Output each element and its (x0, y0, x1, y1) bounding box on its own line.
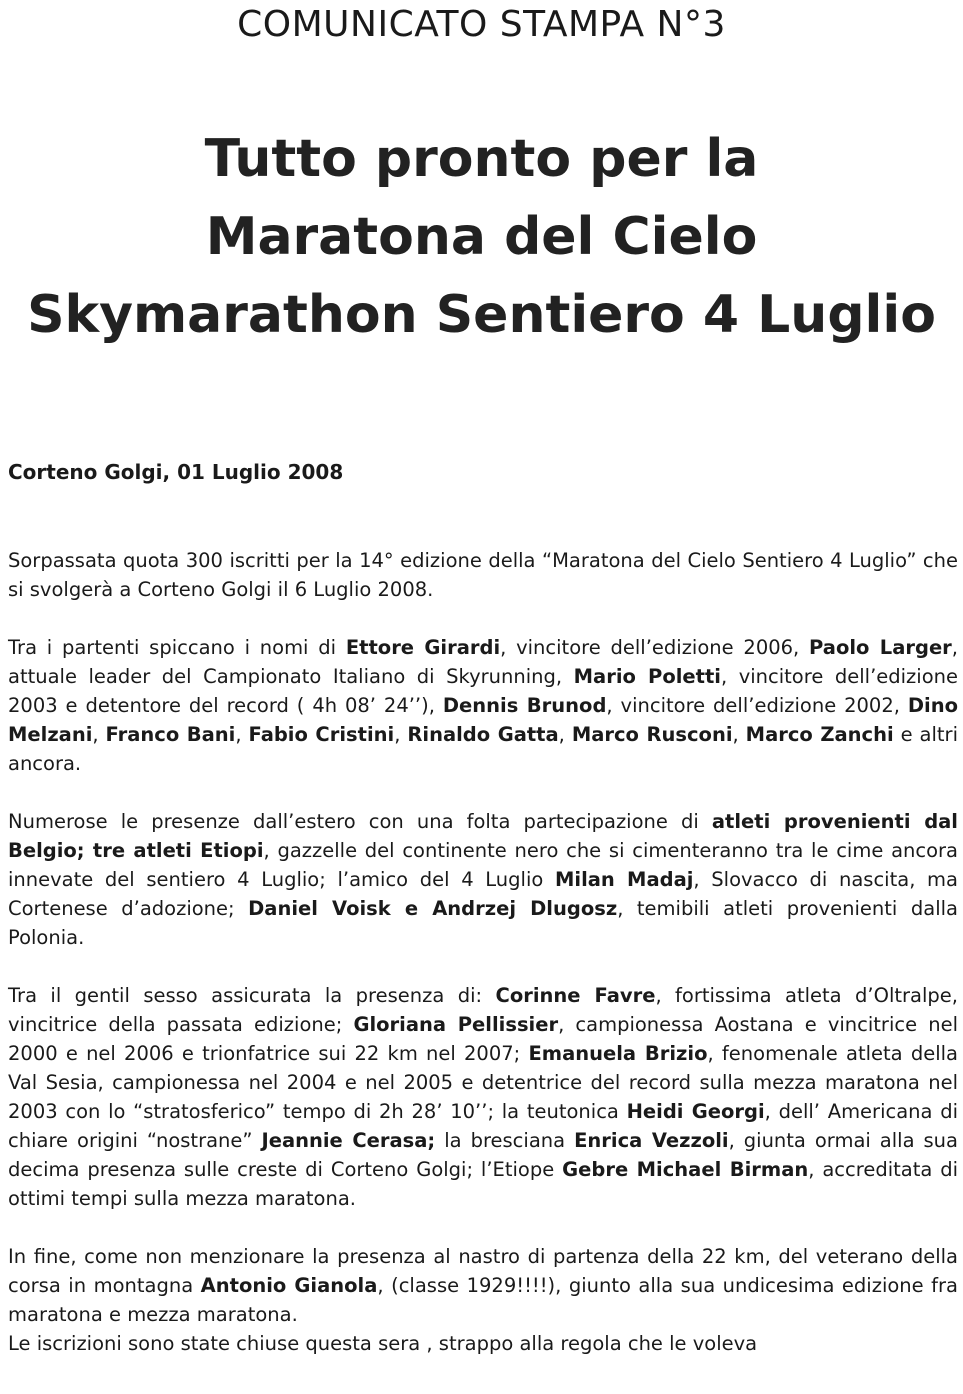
athlete-name: Gloriana Pellissier (353, 1013, 559, 1036)
article-body (8, 546, 958, 1358)
text-run: , accreditata di ottimi tempi sulla mezza maratona. (8, 1158, 959, 1210)
dateline: Corteno Golgi, 01 Luglio 2008 (8, 460, 344, 484)
text-run: Le iscrizioni sono state chiuse questa sera , strappo alla regola che le voleva (8, 1332, 758, 1355)
press-release-number: COMUNICATO STAMPA N°3 (237, 4, 726, 45)
athlete-name: Mario Poletti (573, 665, 721, 688)
athlete-name: Heidi Georgi (626, 1100, 765, 1123)
paragraph-women-athletes (8, 981, 958, 1213)
athlete-name: Milan Madaj (554, 868, 694, 891)
text-run: , attuale leader del Campionato Italiano di Skyrunning, (8, 636, 958, 688)
text-run: , gazzelle del continente nero che si cimenteranno tra le cime ancora innevate del sentiero 4 Luglio; l’amico del 4 Luglio (8, 839, 958, 891)
text-run: , (92, 723, 106, 746)
text-run: Numerose le presenze dall’estero con una folta partecipazione di (8, 810, 712, 833)
headline (0, 120, 963, 354)
text-run: Sorpassata quota 300 iscritti per la 14° edizione della “Maratona del Cielo Sentiero 4 Luglio” che si svolgerà a Corteno Golgi il 6 Luglio 2008. (8, 549, 958, 601)
paragraph-foreign-athletes (8, 807, 958, 952)
athlete-name: Marco Zanchi (745, 723, 894, 746)
athlete-name: Daniel Voisk e Andrzej Dlugosz (248, 897, 618, 920)
text-run: , giunta ormai alla sua decima presenza sulle creste di Corteno Golgi; l’Etiope (8, 1129, 958, 1181)
text-run: , fenomenale atleta della Val Sesia, campionessa nel 2004 e nel 2005 e detentrice del record sulla mezza maratona nel 2003 con lo “stratosferico” tempo di 2h 28’ 10’’; la teutonica (8, 1042, 958, 1123)
text-run: , (235, 723, 249, 746)
text-run: , vincitore dell’edizione 2006, (500, 636, 810, 659)
text-run: , dell’ Americana di chiare origini “nostrane” (8, 1100, 958, 1152)
text-run: , (732, 723, 746, 746)
athlete-name: Antonio Gianola (200, 1274, 378, 1297)
text-run: In fine, come non menzionare la presenza al nastro di partenza della 22 km, del veterano della corsa in montagna (8, 1245, 958, 1297)
headline-line-2: Maratona del Cielo (205, 207, 758, 267)
text-run: , campionessa Aostana e vincitrice nel 2000 e nel 2006 e trionfatrice sui 22 km nel 2007; (8, 1013, 958, 1065)
athlete-name: Paolo Larger (809, 636, 952, 659)
text-run: , temibili atleti provenienti dalla Polonia. (8, 897, 958, 949)
athlete-name: Emanuela Brizio (528, 1042, 708, 1065)
text-run: , vincitore dell’edizione 2002, (606, 694, 908, 717)
text-run: , vincitore dell’edizione 2003 e detentore del record ( 4h 08’ 24’’), (8, 665, 959, 717)
text-run: , Slovacco di nascita, ma Cortenese d’adozione; (8, 868, 959, 920)
text-run: Tra i partenti spiccano i nomi di (8, 636, 346, 659)
athlete-name: Gebre Michael Birman (562, 1158, 809, 1181)
athlete-name: Enrica Vezzoli (574, 1129, 729, 1152)
text-run: , fortissima atleta d’Oltralpe, vincitrice della passata edizione; (8, 984, 958, 1036)
athlete-name: Franco Bani (105, 723, 236, 746)
athlete-name: Ettore Girardi (345, 636, 501, 659)
athlete-name: Corinne Favre (495, 984, 656, 1007)
text-run: e altri ancora. (8, 723, 958, 775)
paragraph-registrations-closed (8, 1329, 958, 1358)
text-run: Tra il gentil sesso assicurata la presenza di: (8, 984, 496, 1007)
headline-line-1: Tutto pronto per la (204, 129, 759, 189)
athlete-name: Marco Rusconi (571, 723, 733, 746)
athlete-name: Rinaldo Gatta (407, 723, 559, 746)
athlete-name: Jeannie Cerasa; (261, 1129, 436, 1152)
paragraph-registrations (8, 546, 958, 604)
athlete-name: Fabio Cristini (248, 723, 395, 746)
athlete-name: atleti provenienti dal Belgio; tre atleti Etiopi (8, 810, 958, 862)
paragraph-veteran (8, 1242, 958, 1329)
text-run: , (classe 1929!!!!), giunto alla sua undicesima edizione fra maratona e mezza maratona. (8, 1274, 958, 1326)
paragraph-italian-athletes (8, 633, 958, 778)
text-run: la bresciana (435, 1129, 575, 1152)
headline-line-3: Skymarathon Sentiero 4 Luglio (27, 285, 936, 345)
text-run: , (558, 723, 572, 746)
athlete-name: Dino Melzani (8, 694, 959, 746)
athlete-name: Dennis Brunod (442, 694, 607, 717)
text-run: , (394, 723, 408, 746)
